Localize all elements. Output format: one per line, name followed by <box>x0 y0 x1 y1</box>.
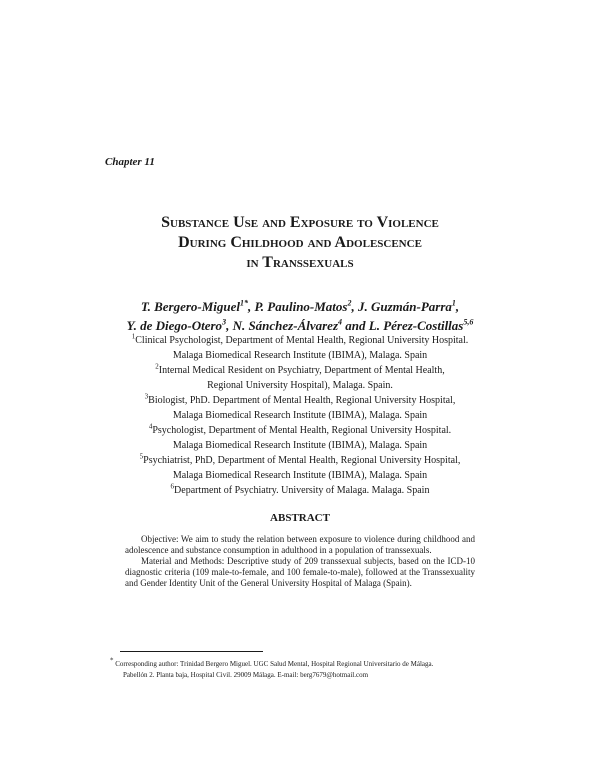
author-sup: 4 <box>338 317 343 327</box>
author-sup: 5,6 <box>463 317 474 327</box>
author-sup: 1* <box>240 298 249 308</box>
footnote-divider <box>120 651 263 652</box>
affiliation-sup: 1 <box>131 332 136 341</box>
author-name: N. Sánchez-Álvarez <box>232 318 339 333</box>
abstract-paragraph-methods: Material and Methods: Descriptive study of 209 transsexual subjects, based on the ICD-10 diagnostic criteria (109 male-to-female, and 100 female-to-male), followed at the Transsexuality and Gender Identity Unit of the General University Hospital of Malaga (Spain). <box>125 556 475 588</box>
abstract-body <box>125 534 475 589</box>
footnote-line-2: Pabellón 2. Planta baja, Hospital Civil. 29009 Málaga. E-mail: berg7679@hotmail.com <box>123 671 369 679</box>
affiliation-text: Department of Psychiatry. University of Malaga. Malaga. Spain <box>174 485 430 496</box>
affiliation-line <box>0 363 600 378</box>
author-line-1: T. Bergero-Miguel$^{1*}$, P. Paulino-Matos$^2$, J. Guzmán-Parra$^1$, <box>140 298 460 314</box>
footnote-text: Corresponding author: Trinidad Bergero Miguel. UGC Salud Mental, Hospital Regional Universitario de Málaga. <box>115 660 434 668</box>
author-name: Y. de Diego-Otero <box>126 318 223 333</box>
author-list <box>0 297 600 335</box>
affiliation-sup: 4 <box>148 422 153 431</box>
author-sup: 1 <box>451 298 456 308</box>
title-line-2 <box>0 233 600 253</box>
affiliation-sup: 5 <box>139 452 144 461</box>
affiliation-line: Malaga Biomedical Research Institute (IBIMA), Malaga. Spain <box>172 410 428 421</box>
affiliation-sup: 2 <box>155 362 159 371</box>
affiliation-text: Psychologist, Department of Mental Health, Regional University Hospital. <box>152 425 452 436</box>
abstract-paragraph-objective: Objective: We aim to study the relation between exposure to violence during childhood and adolescence and substance consumption in adulthood in a population of transsexuals. <box>125 534 475 555</box>
affiliation-text: Psychiatrist, PhD, Department of Mental Health, Regional University Hospital, <box>143 455 461 466</box>
author-name: J. Guzmán-Parra <box>357 299 452 314</box>
title-line-3-text: in Transsexuals <box>246 254 354 271</box>
title-line-1 <box>0 213 600 233</box>
footnote <box>110 656 510 681</box>
author-sup: 2 <box>347 298 352 308</box>
affiliation-line <box>0 393 600 408</box>
affiliation-line: Malaga Biomedical Research Institute (IBIMA), Malaga. Spain <box>172 440 428 451</box>
affiliation-line <box>0 483 600 498</box>
affiliation-text: Clinical Psychologist, Department of Mental Health, Regional University Hospital. <box>135 335 469 346</box>
author-name: P. Paulino-Matos <box>254 299 348 314</box>
footnote-marker: * <box>110 656 114 665</box>
chapter-title <box>0 213 600 273</box>
affiliation-sup: 3 <box>144 392 149 401</box>
author-name: L. Pérez-Costillas <box>368 318 464 333</box>
affiliation-line <box>0 333 600 348</box>
affiliation-line: Malaga Biomedical Research Institute (IBIMA), Malaga. Spain <box>172 350 428 361</box>
affiliation-line: Regional University Hospital), Malaga. Spain. <box>207 380 393 391</box>
abstract-heading-text: ABSTRACT <box>270 512 330 524</box>
chapter-label: Chapter 11 <box>105 156 155 168</box>
affiliation-line <box>0 453 600 468</box>
affiliation-line <box>0 423 600 438</box>
author-line-2: Y. de Diego-Otero$^3$, N. Sánchez-Álvarez$^4$ and L. Pérez-Costillas$^{5,6}$ <box>126 317 474 333</box>
footnote-line-1 <box>110 656 510 670</box>
affiliation-line: Malaga Biomedical Research Institute (IBIMA), Malaga. Spain <box>172 470 428 481</box>
author-name: T. Bergero-Miguel <box>140 299 241 314</box>
title-line-2-text: During Childhood and Adolescence <box>178 234 422 251</box>
affiliation-text: Internal Medical Resident on Psychiatry, Department of Mental Health, <box>158 365 445 376</box>
abstract-heading <box>0 510 600 525</box>
title-line-1-text: Substance Use and Exposure to Violence <box>161 214 439 231</box>
title-line-3 <box>0 253 600 273</box>
affiliation-sup: 6 <box>170 482 175 491</box>
author-sup: 3 <box>222 317 227 327</box>
affiliation-text: Biologist, PhD. Department of Mental Health, Regional University Hospital, <box>148 395 456 406</box>
affiliations <box>0 333 600 498</box>
